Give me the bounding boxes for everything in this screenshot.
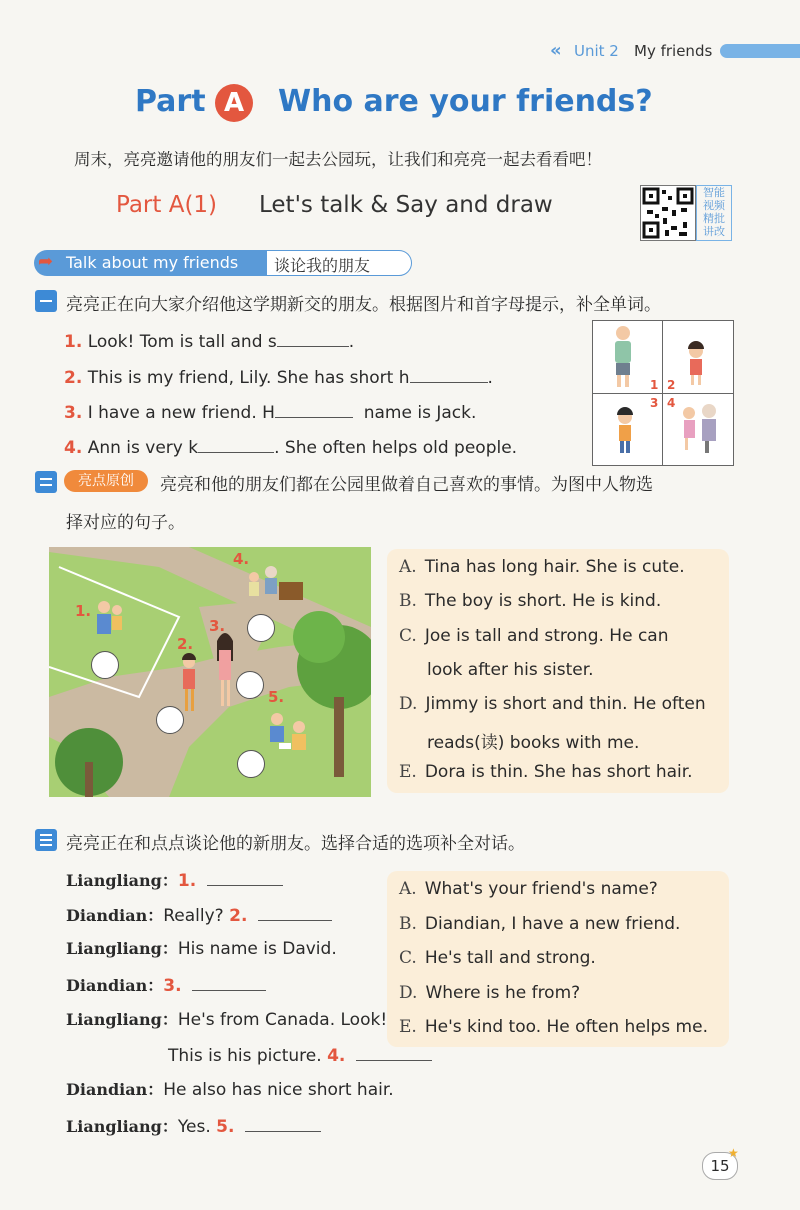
item-number: 3. xyxy=(64,403,83,423)
s1-item-2 xyxy=(64,364,493,388)
item-text: This is my friend, Lily. She has short h xyxy=(87,368,410,388)
blank-number: 4. xyxy=(327,1046,346,1066)
section2-options xyxy=(387,549,729,793)
talk-banner-en: Talk about my friends xyxy=(66,253,239,272)
item-number: 4. xyxy=(64,438,83,458)
blank-number: 2. xyxy=(229,906,248,926)
answer-circle[interactable] xyxy=(247,614,275,642)
section2-icon xyxy=(35,471,57,493)
qr-code[interactable] xyxy=(640,185,696,241)
title-question: Who are your friends? xyxy=(278,84,653,119)
answer-circle[interactable] xyxy=(237,750,265,778)
people-drawing xyxy=(593,321,733,465)
dialogue-text: Really? xyxy=(163,906,224,926)
qr-label-line: 视频 xyxy=(703,199,725,212)
answer-blank[interactable] xyxy=(192,972,266,991)
item-number: 2. xyxy=(64,368,83,388)
scene-number: 1. xyxy=(75,602,92,620)
section3-icon xyxy=(35,829,57,851)
section2-instruction-1: 亮亮和他的朋友们都在公园里做着自己喜欢的事情。为图中人物选 xyxy=(160,475,653,495)
dialogue-line xyxy=(66,972,266,996)
dialogue-text: His name is David. xyxy=(177,939,337,959)
dialogue-text: He also has nice short hair. xyxy=(163,1080,394,1100)
page-number-text: 15 xyxy=(710,1157,730,1175)
answer-blank[interactable] xyxy=(275,399,353,418)
answer-blank[interactable] xyxy=(277,328,349,347)
panel-number: 4 xyxy=(667,396,676,410)
blank-number: 5. xyxy=(216,1117,235,1137)
page-title xyxy=(135,82,655,128)
blank-number: 3. xyxy=(163,976,182,996)
answer-circle[interactable] xyxy=(91,651,119,679)
dialogue-line xyxy=(66,867,283,891)
park-scene xyxy=(49,547,371,797)
header-bar xyxy=(720,44,800,58)
section1-icon xyxy=(35,290,57,312)
scene-number: 3. xyxy=(209,617,226,635)
part-word: Part xyxy=(135,84,206,119)
panel-number: 2 xyxy=(667,378,676,392)
option-a: A. Tina has long hair. She is cute. xyxy=(399,557,685,577)
item-text: name is Jack. xyxy=(363,403,477,423)
item-text: . She often helps old people. xyxy=(274,438,518,458)
item-text: Look! Tom is tall and s xyxy=(87,332,277,352)
scene-number: 5. xyxy=(268,688,285,706)
option-b: B. The boy is short. He is kind. xyxy=(399,591,662,611)
panel-number: 1 xyxy=(650,378,659,392)
answer-circle[interactable] xyxy=(156,706,184,734)
section2-instruction-2: 择对应的句子。 xyxy=(66,513,185,533)
talk-banner-cn: 谈论我的朋友 xyxy=(274,256,371,275)
option-b: B. Diandian, I have a new friend. xyxy=(399,914,681,934)
scene-number: 2. xyxy=(177,635,194,653)
dialogue-text: Yes. xyxy=(177,1117,211,1137)
item-text: . xyxy=(348,332,355,352)
unit-label: Unit 2 xyxy=(574,42,619,60)
option-d-cont: reads(读) books with me. xyxy=(427,733,640,753)
intro-text: 周末，亮亮邀请他的朋友们一起去公园玩，让我们和亮亮一起去看看吧！ xyxy=(74,150,602,169)
section3-instruction: 亮亮正在和点点谈论他的新朋友。选择合适的选项补全对话。 xyxy=(66,834,525,854)
subtitle-part: Part A(1) xyxy=(116,192,218,218)
s1-item-4 xyxy=(64,434,517,458)
dialogue-line xyxy=(66,1113,321,1137)
people-illustration xyxy=(592,320,734,466)
option-d: D. Where is he from? xyxy=(399,983,581,1003)
subtitle xyxy=(116,192,596,224)
option-a: A. What's your friend's name? xyxy=(399,879,658,899)
star-icon: ★ xyxy=(728,1146,739,1160)
qr-pattern-icon xyxy=(641,186,695,240)
speaker-name: Liangliang： xyxy=(66,1117,178,1136)
answer-blank[interactable] xyxy=(258,902,332,921)
qr-label-line: 精批 xyxy=(703,212,725,225)
option-d: D. Jimmy is short and thin. He often xyxy=(399,694,706,714)
dialogue-line xyxy=(66,902,332,926)
speaker-name: Liangliang： xyxy=(66,1010,178,1029)
part-letter-badge: A xyxy=(215,84,253,122)
qr-label-line: 讲改 xyxy=(703,225,725,238)
topic-label: My friends xyxy=(634,42,713,60)
dialogue-line xyxy=(66,1077,394,1100)
dialogue-line xyxy=(66,936,337,959)
speaker-name: Diandian： xyxy=(66,976,164,995)
speaker-name: Diandian： xyxy=(66,1080,164,1099)
blank-number: 1. xyxy=(177,871,197,891)
speaker-name: Liangliang： xyxy=(66,871,178,890)
dialogue-line xyxy=(66,1007,387,1030)
share-arrow-icon: ➦ xyxy=(38,251,54,272)
answer-blank[interactable] xyxy=(245,1113,321,1132)
section2-badge: 亮点原创 xyxy=(64,470,148,492)
subtitle-text: Let's talk & Say and draw xyxy=(259,192,553,218)
option-c: C. He's tall and strong. xyxy=(399,948,596,968)
section1-instruction: 亮亮正在向大家介绍他这学期新交的朋友。根据图片和首字母提示，补全单词。 xyxy=(66,295,661,315)
double-chevron-icon: « xyxy=(550,40,562,61)
qr-label-line: 智能 xyxy=(703,186,725,199)
answer-blank[interactable] xyxy=(198,434,274,453)
item-number: 1. xyxy=(64,332,83,352)
option-e: E. Dora is thin. She has short hair. xyxy=(399,762,693,782)
dialogue-text: He's from Canada. Look! xyxy=(177,1010,388,1030)
qr-label xyxy=(696,185,732,241)
s1-item-3 xyxy=(64,399,476,423)
speaker-name: Liangliang： xyxy=(66,939,178,958)
item-text: Ann is very k xyxy=(87,438,199,458)
talk-banner xyxy=(34,250,412,276)
option-c-cont: look after his sister. xyxy=(427,660,594,680)
scene-number: 4. xyxy=(233,550,250,568)
dialogue-text: This is his picture. xyxy=(168,1046,322,1066)
answer-circle[interactable] xyxy=(236,671,264,699)
s1-item-1 xyxy=(64,328,354,352)
section3-options xyxy=(387,871,729,1047)
answer-blank[interactable] xyxy=(410,364,488,383)
item-text: I have a new friend. H xyxy=(87,403,275,423)
answer-blank[interactable] xyxy=(207,867,283,886)
speaker-name: Diandian： xyxy=(66,906,164,925)
option-c: C. Joe is tall and strong. He can xyxy=(399,626,669,646)
running-header xyxy=(550,38,800,64)
panel-number: 3 xyxy=(650,396,659,410)
option-e: E. He's kind too. He often helps me. xyxy=(399,1017,708,1037)
item-text: . xyxy=(487,368,493,388)
